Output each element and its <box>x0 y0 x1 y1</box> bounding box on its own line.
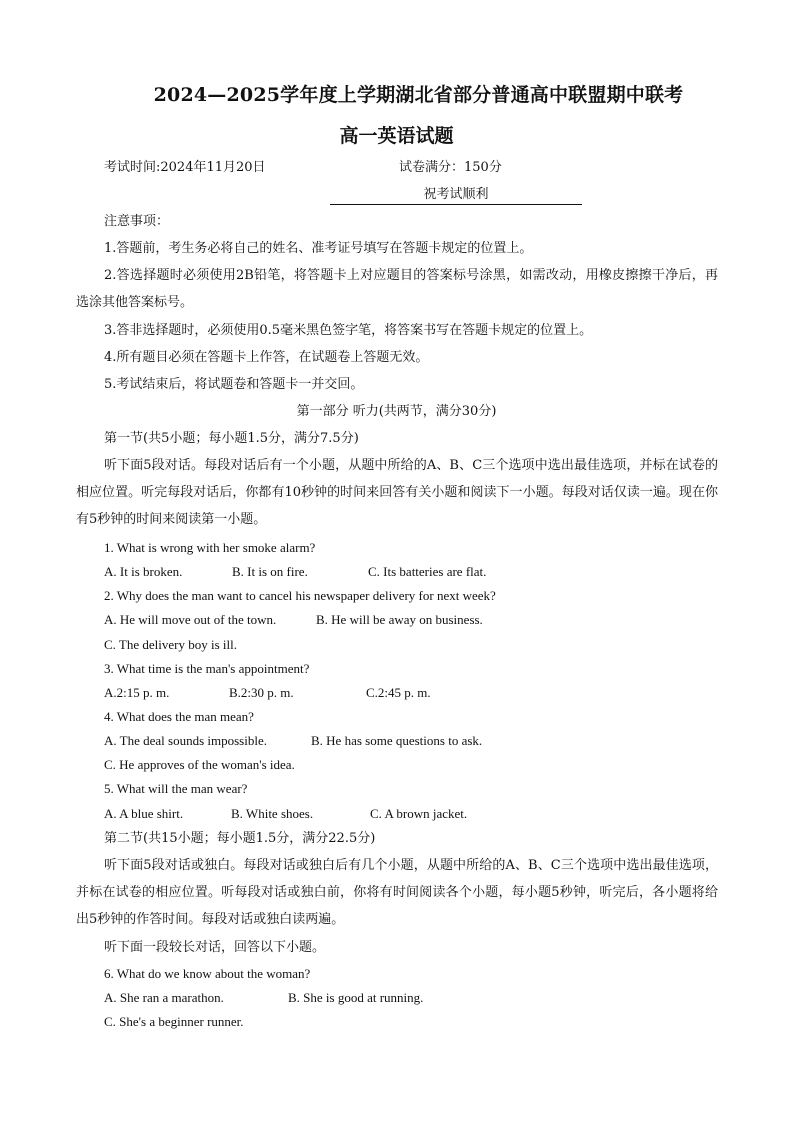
q6-option-b: B. She is good at running. <box>288 990 424 1005</box>
note-item-2 <box>76 262 718 316</box>
notes-heading: 注意事项： <box>104 214 170 229</box>
q1-option-c: C. Its batteries are flat. <box>368 564 487 579</box>
page-title: 2024—2025学年度上学期湖北省部分普通高中联盟期中联考 <box>153 84 684 106</box>
section2-lead: 听下面一段较长对话，回答以下小题。 <box>104 940 326 955</box>
question-6: 6. What do we know about the woman? <box>104 966 311 981</box>
q3-option-b: B.2:30 p. m. <box>229 685 294 700</box>
exam-time: 考试时间:2024年11月20日 <box>104 160 266 175</box>
q6-option-c: C. She's a beginner runner. <box>104 1014 244 1029</box>
full-score: 试卷满分：150分 <box>399 160 502 175</box>
q2-option-b: B. He will be away on business. <box>316 612 483 627</box>
q3-option-a: A.2:15 p. m. <box>104 685 170 700</box>
note-item-3: 3.答非选择题时，必须使用0.5毫米黑色签字笔，将答案书写在答题卡规定的位置上。 <box>104 323 593 338</box>
good-luck-line: 祝考试顺利 <box>330 187 582 205</box>
section2-heading: 第二节(共15小题；每小题1.5分，满分22.5分) <box>104 831 376 846</box>
q5-option-c: C. A brown jacket. <box>370 806 468 821</box>
question-3: 3. What time is the man's appointment? <box>104 661 310 676</box>
q5-option-a: A. A blue shirt. <box>104 806 184 821</box>
section1-instructions-text: 听下面5段对话。每段对话后有一个小题，从题中所给的A、B、C三个选项中选出最佳选项，并标在试卷的相应位置。听完每段对话后，你都有10秒钟的时间来回答有关小题和阅读下一小题。每段对话仅读一遍。现在你有5秒钟的时间来阅读第一小题。 <box>76 458 718 527</box>
question-2: 2. Why does the man want to cancel his newspaper delivery for next week? <box>104 588 496 603</box>
section1-heading: 第一节(共5小题；每小题1.5分，满分7.5分) <box>104 431 359 446</box>
q4-option-b: B. He has some questions to ask. <box>311 733 483 748</box>
section2-instructions <box>76 852 718 933</box>
q1-option-b: B. It is on fire. <box>232 564 308 579</box>
section2-instructions-text: 听下面5段对话或独白。每段对话或独白后有几个小题，从题中所给的A、B、C三个选项中选出最佳选项，并标在试卷的相应位置。听每段对话或独白前，你将有时间阅读各个小题，每小题5秒钟，听完后，各小题将给出5秒钟的作答时间。每段对话或独白读两遍。 <box>76 858 718 927</box>
question-1: 1. What is wrong with her smoke alarm? <box>104 540 316 555</box>
q5-option-b: B. White shoes. <box>231 806 314 821</box>
q4-option-a: A. The deal sounds impossible. <box>104 733 267 748</box>
section1-instructions <box>76 452 718 533</box>
q1-option-a: A. It is broken. <box>104 564 183 579</box>
question-4: 4. What does the man mean? <box>104 709 254 724</box>
note-item-5: 5.考试结束后，将试题卷和答题卡一并交回。 <box>104 377 364 392</box>
q3-option-c: C.2:45 p. m. <box>366 685 431 700</box>
note-item-2-text: 2.答选择题时必须使用2B铅笔，将答题卡上对应题目的答案标号涂黑，如需改动，用橡皮擦擦干净后，再选涂其他答案标号。 <box>76 268 718 310</box>
q2-option-a: A. He will move out of the town. <box>104 612 277 627</box>
q2-option-c: C. The delivery boy is ill. <box>104 637 237 652</box>
question-5: 5. What will the man wear? <box>104 781 248 796</box>
page-subtitle: 高一英语试题 <box>339 125 454 147</box>
part1-heading: 第一部分 听力(共两节，满分30分) <box>296 404 497 419</box>
q6-option-a: A. She ran a marathon. <box>104 990 224 1005</box>
q4-option-c: C. He approves of the woman's idea. <box>104 757 295 772</box>
note-item-1: 1.答题前，考生务必将自己的姓名、准考证号填写在答题卡规定的位置上。 <box>104 241 533 256</box>
note-item-4: 4.所有题目必须在答题卡上作答，在试题卷上答题无效。 <box>104 350 429 365</box>
